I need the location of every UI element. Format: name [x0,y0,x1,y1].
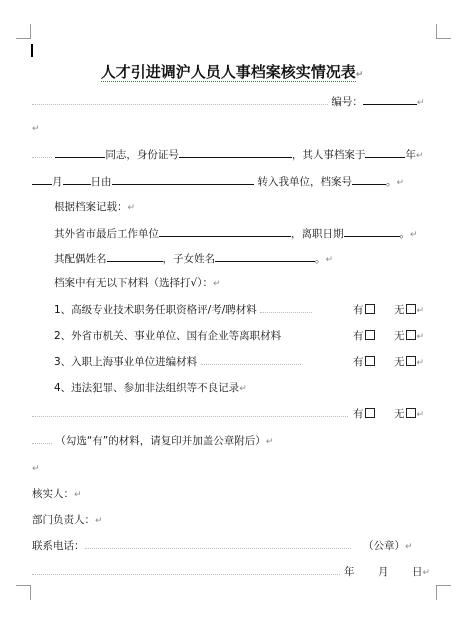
margin-corner-mark [16,24,31,39]
no-label: 无 [394,304,405,316]
paragraph-mark: ↵ [410,230,418,240]
identity-row-2 [32,173,436,189]
margin-corner-mark [436,585,451,600]
paragraph-mark: ↵ [416,332,425,342]
seal-area [363,538,413,555]
year-label: 年 [344,566,355,578]
leave-date-blank[interactable] [344,225,400,237]
yes-option[interactable] [353,328,376,344]
no-checkbox[interactable] [406,356,416,366]
paragraph-mark: ↵ [32,124,40,134]
dotted-leader [85,539,351,549]
yes-checkbox[interactable] [365,330,375,340]
yes-checkbox[interactable] [365,408,375,418]
no-checkbox[interactable] [406,304,416,314]
phone-row [32,538,444,554]
material-item [54,380,434,396]
period: 。 [315,253,326,265]
record-intro-row [54,199,434,215]
material-text: 1、高级专业技术职务任职资格评/考/聘材料 [54,304,257,316]
paragraph-mark: ↵ [416,306,425,316]
paragraph-mark: ↵ [422,568,431,578]
material-text: 3、入职上海事业单位进编材料 [54,356,198,368]
last-employer-blank[interactable] [159,225,291,237]
comrade-id-label: 同志，身份证号 [105,149,179,161]
yes-checkbox[interactable] [365,356,375,366]
note-row [32,433,436,449]
paragraph-mark: ↵ [416,358,425,368]
document-title [0,62,464,85]
material-item [54,354,444,370]
paragraph-mark: ↵ [32,464,40,474]
paragraph-mark: ↵ [396,178,405,188]
dotted-leader [32,148,52,158]
date-day [412,564,430,581]
spouse-name-label: 其配偶姓名 [54,253,107,265]
material-item [54,328,444,344]
name-blank[interactable] [55,146,105,158]
dotted-leader [32,565,340,575]
paragraph-mark: ↵ [239,384,247,394]
day-label: 日 [412,566,423,578]
materials-intro-row [54,275,434,291]
dept-head-row [32,512,436,528]
serial-label: 编号： [331,96,363,108]
year-label: 年 [405,149,416,161]
last-employer-label: 其外省市最后工作单位 [54,228,159,240]
yes-label: 有 [353,408,364,420]
paragraph-mark: ↵ [127,203,136,213]
title-text: 人才引进调沪人员人事档案核实情况表 [100,63,356,81]
text-cursor [31,44,33,57]
material-text: 4、违法犯罪、参加非法组织等不良记录 [54,382,240,394]
serial-blank[interactable] [363,93,417,105]
month-label: 月 [378,566,389,578]
paragraph-mark: ↵ [325,255,334,265]
yes-option[interactable] [353,302,376,318]
yes-option[interactable] [353,406,376,422]
children-name-blank[interactable] [215,250,315,262]
dotted-leader [201,355,301,365]
from-label: 日由 [90,176,112,188]
serial-row [32,93,436,109]
transfer-label: 转入我单位，档案号 [257,176,352,188]
dept-head-label: 部门负责人： [32,514,95,526]
dotted-leader [32,434,52,444]
yes-label: 有 [353,330,364,342]
note-text: （勾选“有”的材料，请复印并加盖公章附后） [55,435,266,447]
yes-option[interactable] [353,354,376,370]
leave-date-label: ，离职日期 [291,228,344,240]
no-checkbox[interactable] [406,408,416,418]
phone-label: 联系电话： [32,540,85,552]
source-blank[interactable] [112,173,254,185]
paragraph-mark: ↵ [265,437,274,447]
date-month [378,564,389,580]
no-option[interactable] [394,406,424,423]
date-row [32,564,444,580]
day-blank[interactable] [63,173,91,185]
dotted-leader [32,95,328,105]
record-intro-text: 根据档案记载： [54,201,128,213]
period: 。 [399,228,410,240]
no-label: 无 [394,356,405,368]
yes-checkbox[interactable] [365,304,375,314]
no-label: 无 [394,330,405,342]
dotted-leader [32,407,348,417]
no-option[interactable] [394,328,424,345]
paragraph-mark: ↵ [355,70,364,80]
material-item [54,302,444,318]
id-number-blank[interactable] [179,146,292,158]
paragraph-mark: ↵ [416,98,425,108]
paragraph-mark: ↵ [416,410,425,420]
period: 。 [386,176,397,188]
margin-corner-mark [16,585,31,600]
archive-at-label: ，其人事档案于 [291,149,366,161]
children-name-label: ，子女姓名 [162,253,215,265]
no-checkbox[interactable] [406,330,416,340]
no-option[interactable] [394,354,424,371]
yes-label: 有 [353,356,364,368]
yes-label: 有 [353,304,364,316]
verifier-row [32,486,436,502]
paragraph-mark: ↵ [405,542,413,552]
no-option[interactable] [394,302,424,319]
seal-label: （公章） [363,540,405,552]
month-blank[interactable] [32,173,52,185]
year-blank[interactable] [365,146,405,158]
paragraph-mark: ↵ [74,490,82,500]
identity-row-1 [32,146,436,162]
material-text: 2、外省市机关、事业单位、国有企业等离职材料 [54,330,282,342]
margin-corner-mark [436,24,451,39]
dotted-leader [260,303,312,313]
month-label: 月 [52,176,63,188]
spouse-name-blank[interactable] [107,250,163,262]
paragraph-mark: ↵ [95,516,103,526]
archive-number-blank[interactable] [352,173,386,185]
paragraph-mark: ↵ [212,279,221,289]
material-4-options-row [32,406,444,422]
date-year [344,564,355,580]
materials-intro-text: 档案中有无以下材料（选择打√）： [54,277,213,289]
empty-line [32,460,436,476]
family-row [54,250,434,266]
work-row [54,225,444,241]
paragraph-mark: ↵ [415,151,424,161]
verifier-label: 核实人： [32,488,74,500]
empty-line [32,120,436,136]
no-label: 无 [394,408,405,420]
